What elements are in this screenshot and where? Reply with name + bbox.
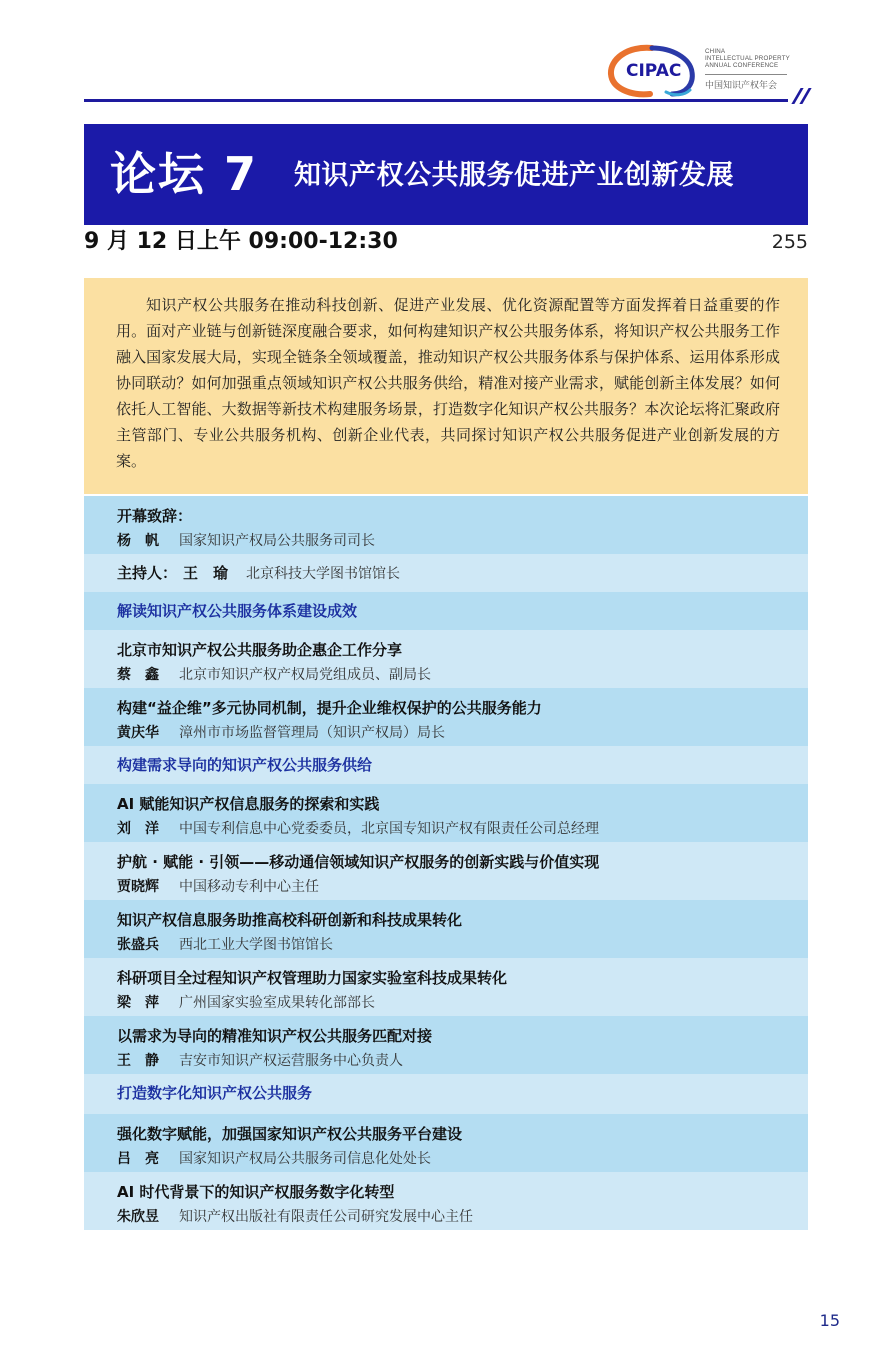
agenda-section-header: 构建需求导向的知识产权公共服务供给 — [84, 746, 808, 784]
agenda-speaker: 张盛兵 西北工业大学图书馆馆长 — [117, 937, 333, 953]
session-date: 9 月 12 日上午 09:00-12:30 — [84, 229, 398, 254]
agenda-item — [84, 1114, 808, 1172]
agenda-title: 北京市知识产权公共服务助企惠企工作分享 — [117, 641, 403, 659]
logo-chinese-text: 中国知识产权年会 — [705, 81, 778, 91]
agenda-title: 科研项目全过程知识产权管理助力国家实验室科技成果转化 — [117, 969, 508, 987]
agenda-speaker: 贾晓辉 中国移动专利中心主任 — [117, 879, 319, 895]
agenda-title: 知识产权信息服务助推高校科研创新和科技成果转化 — [117, 911, 463, 929]
agenda-speaker: 梁 萍 广州国家实验室成果转化部部长 — [117, 995, 375, 1011]
agenda-speaker: 刘 洋 中国专利信息中心党委委员，北京国专知识产权有限责任公司总经理 — [117, 821, 599, 837]
agenda-list — [84, 496, 808, 1230]
host-line: 主持人： 王 瑜 北京科技大学图书馆馆长 — [117, 564, 401, 582]
agenda-title: 开幕致辞： — [117, 507, 193, 525]
agenda-host — [84, 554, 808, 592]
agenda-title: AI 赋能知识产权信息服务的探索和实践 — [117, 795, 380, 813]
logo-wordmark: CIPAC — [626, 61, 682, 81]
logo-english-text: CHINA INTELLECTUAL PROPERTY ANNUAL CONFERENCE — [705, 48, 791, 70]
agenda-title: 强化数字赋能，加强国家知识产权公共服务平台建设 — [117, 1125, 463, 1143]
room-number: 255 — [771, 231, 808, 253]
header-rule — [84, 99, 788, 102]
agenda-item — [84, 630, 808, 688]
forum-title: 知识产权公共服务促进产业创新发展 — [294, 160, 734, 191]
agenda-section-header: 解读知识产权公共服务体系建设成效 — [84, 592, 808, 630]
cipac-logo — [606, 44, 796, 98]
agenda-speaker: 杨 帆 国家知识产权局公共服务司司长 — [117, 533, 375, 549]
agenda-speaker: 吕 亮 国家知识产权局公共服务司信息化处处长 — [117, 1151, 431, 1167]
forum-number: 论坛 7 — [110, 147, 259, 201]
page-number: 15 — [819, 1311, 840, 1330]
agenda-title: 护航 · 赋能 · 引领——移动通信领域知识产权服务的创新实践与价值实现 — [117, 853, 600, 871]
agenda-title: 构建“益企维”多元协同机制，提升企业维权保护的公共服务能力 — [117, 699, 542, 717]
agenda-item — [84, 1016, 808, 1074]
agenda-section-header: 打造数字化知识产权公共服务 — [84, 1074, 808, 1114]
logo-divider — [705, 74, 787, 75]
agenda-opening — [84, 496, 808, 554]
agenda-item — [84, 958, 808, 1016]
forum-intro — [84, 278, 808, 494]
intro-text: 知识产权公共服务在推动科技创新、促进产业发展、优化资源配置等方面发挥着日益重要的作用。面对产业链与创新链深度融合要求，如何构建知识产权公共服务体系，将知识产权公共服务工作融入国家发展大局，实现全链条全领域覆盖，推动知识产权公共服务体系与保护体系、运用体系形成协同联动？如何加强重点领域知识产权公共服务供给，精准对接产业需求，赋能创新主体发展？如何依托人工智能、大数据等新技术构建服务场景，打造数字化知识产权公共服务？本次论坛将汇聚政府主管部门、专业公共服务机构、创新企业代表，共同探讨知识产权公共服务促进产业创新发展的方案。 — [116, 296, 780, 470]
agenda-item — [84, 688, 808, 746]
agenda-item — [84, 1172, 808, 1230]
agenda-speaker: 朱欣昱 知识产权出版社有限责任公司研究发展中心主任 — [117, 1209, 473, 1225]
agenda-speaker: 蔡 鑫 北京市知识产权产权局党组成员、副局长 — [117, 667, 431, 683]
agenda-title: 以需求为导向的精准知识产权公共服务匹配对接 — [117, 1027, 433, 1045]
agenda-item — [84, 842, 808, 900]
agenda-speaker: 王 静 吉安市知识产权运营服务中心负责人 — [117, 1053, 403, 1069]
agenda-item — [84, 900, 808, 958]
agenda-title: AI 时代背景下的知识产权服务数字化转型 — [117, 1183, 395, 1201]
agenda-item — [84, 784, 808, 842]
agenda-speaker: 黄庆华 漳州市市场监督管理局（知识产权局）局长 — [117, 725, 445, 741]
forum-banner — [84, 124, 808, 225]
